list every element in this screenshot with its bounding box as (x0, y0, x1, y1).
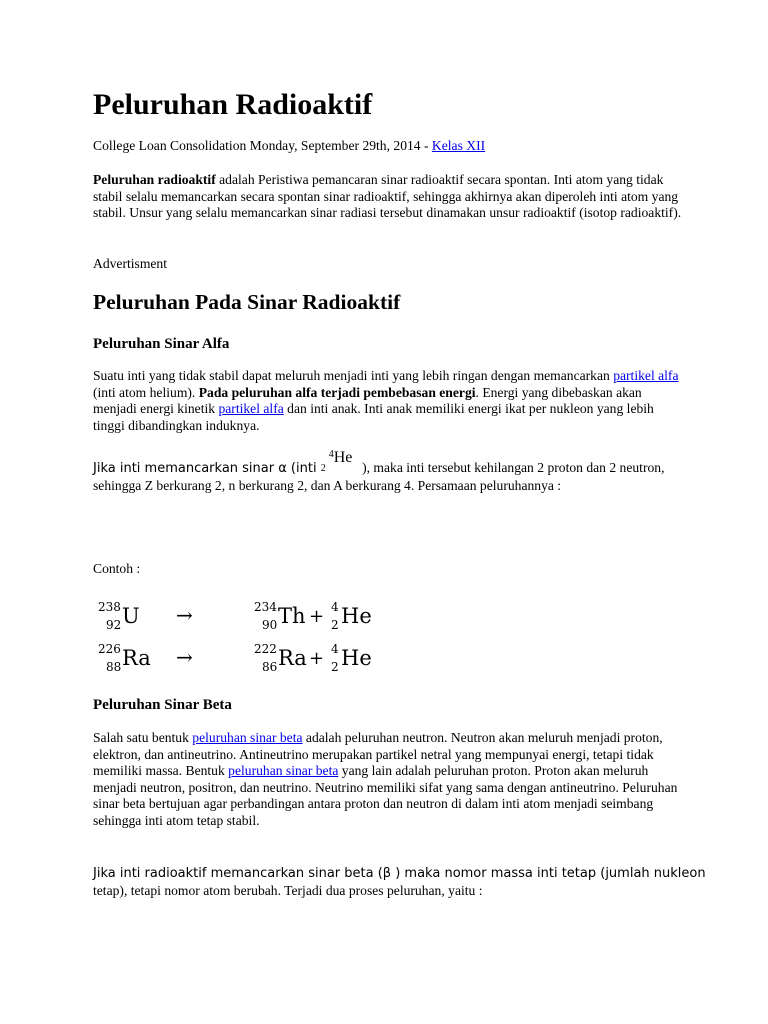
mass-number: 4 (331, 642, 339, 656)
element-symbol: He (341, 604, 372, 628)
alfa-p1-text-c: . Energi yang dibebaskan akan menjadi energi kinetik (93, 384, 642, 417)
alpha-decay-equation-1 (98, 600, 398, 640)
beta-p1-text-b: adalah peluruhan neutron. Neutron akan meluruh menjadi proton, elektron, dan antineutrino. Antineutrino merupakan partikel netral yang mempunyai energi, tetapi tidak memiliki massa. Bentuk (93, 730, 663, 779)
page-title: Peluruhan Radioaktif (93, 88, 373, 121)
section-title: Peluruhan Pada Sinar Radioaktif (93, 290, 401, 314)
element-symbol: Ra (278, 646, 307, 670)
category-link[interactable]: Kelas XII (431, 138, 486, 153)
alfa-p1-text-d: dan inti anak. Inti anak memiliki energi ikat per nukleon yang lebih tinggi dibandingkan induknya. (93, 401, 654, 433)
beta-title: Peluruhan Sinar Beta (93, 697, 232, 713)
helium-atomic-number: 2 (320, 463, 326, 474)
arrow-icon: → (176, 645, 193, 669)
intro-term: Peluruhan radioaktif (93, 172, 216, 187)
helium-mass-number: 4 (328, 449, 334, 460)
alfa-p2-text-a: Jika inti memancarkan sinar α (inti (93, 461, 321, 476)
atomic-number: 2 (331, 660, 339, 674)
intro-text: adalah Peristiwa pemancaran sinar radioaktif secara spontan. Inti atom yang tidak stabil selalu memancarkan secara spontan sinar radioaktif, sehingga akhirnya akan diperoleh inti atom yang stabil. Unsur yang selalu memancarkan sinar radiasi tersebut dinamakan unsur radioaktif (isotop radioaktif). (93, 172, 682, 221)
partikel-alfa-link-2[interactable]: partikel alfa (218, 401, 284, 417)
beta-p2-line-1: Jika inti radioaktif memancarkan sinar beta (β ) maka nomor massa inti tetap (jumlah nukleon (93, 866, 706, 881)
advertisment-label: Advertisment (93, 256, 167, 271)
beta-paragraph-2 (93, 865, 706, 899)
intro-paragraph (93, 172, 683, 222)
peluruhan-sinar-beta-link-1[interactable]: peluruhan sinar beta (192, 730, 303, 745)
beta-p2-line-2: tetap), tetapi nomor atom berubah. Terjadi dua proses peluruhan, yaitu : (93, 883, 483, 898)
alfa-p1-text-a: Suatu inti yang tidak stabil dapat meluruh menjadi inti yang lebih ringan dengan memancarkan (93, 368, 614, 383)
atomic-number: 88 (106, 660, 122, 674)
post-meta-text: College Loan Consolidation Monday, September 29th, 2014 - (93, 138, 432, 153)
alfa-title: Peluruhan Sinar Alfa (93, 336, 230, 352)
partikel-alfa-link-1[interactable]: partikel alfa (613, 368, 679, 383)
beta-p1-text-c: yang lain adalah peluruhan proton. Proton akan meluruh menjadi neutron, positron, dan neutrino. Neutrino memiliki sifat yang sama dengan antineutrino. Peluruhan sinar beta bertujuan agar perbandingan antara proton dan neutron di dalam inti atom menjadi seimbang sehingga inti atom tetap stabil. (93, 763, 678, 828)
helium-nuclide-inline (320, 449, 359, 474)
atomic-number: 92 (106, 618, 122, 632)
alfa-paragraph-2 (93, 449, 695, 494)
mass-number: 238 (98, 600, 121, 614)
element-symbol: U (122, 604, 140, 628)
atomic-number: 90 (262, 618, 278, 632)
mass-number: 222 (254, 642, 277, 656)
atomic-number: 2 (331, 618, 339, 632)
helium-symbol: He (333, 449, 353, 466)
alpha-decay-equation-2 (98, 642, 398, 682)
alfa-p1-text-b: (inti atom helium). (93, 384, 199, 400)
atomic-number: 86 (262, 660, 278, 674)
mass-number: 4 (331, 600, 339, 614)
element-symbol: He (341, 646, 372, 670)
element-symbol: Ra (122, 646, 151, 670)
alfa-paragraph-1 (93, 368, 683, 434)
post-meta (93, 138, 693, 155)
arrow-icon: → (176, 603, 193, 627)
peluruhan-sinar-beta-link-2[interactable]: peluruhan sinar beta (228, 763, 339, 779)
mass-number: 226 (98, 642, 121, 656)
element-symbol: Th (278, 604, 306, 628)
beta-paragraph-1 (93, 730, 683, 830)
alfa-p1-bold: Pada peluruhan alfa terjadi pembebasan energi (198, 384, 476, 400)
mass-number: 234 (254, 600, 277, 614)
plus-sign: + (309, 648, 325, 669)
plus-sign: + (309, 606, 325, 627)
beta-p1-text-a: Salah satu bentuk (93, 730, 193, 745)
contoh-label: Contoh : (93, 561, 141, 576)
alfa-p2-text-b: ), maka inti tersebut kehilangan 2 proton dan 2 neutron, sehingga Z berkurang 2, n berkurang 2, dan A berkurang 4. Persamaan peluruhannya : (93, 460, 665, 493)
